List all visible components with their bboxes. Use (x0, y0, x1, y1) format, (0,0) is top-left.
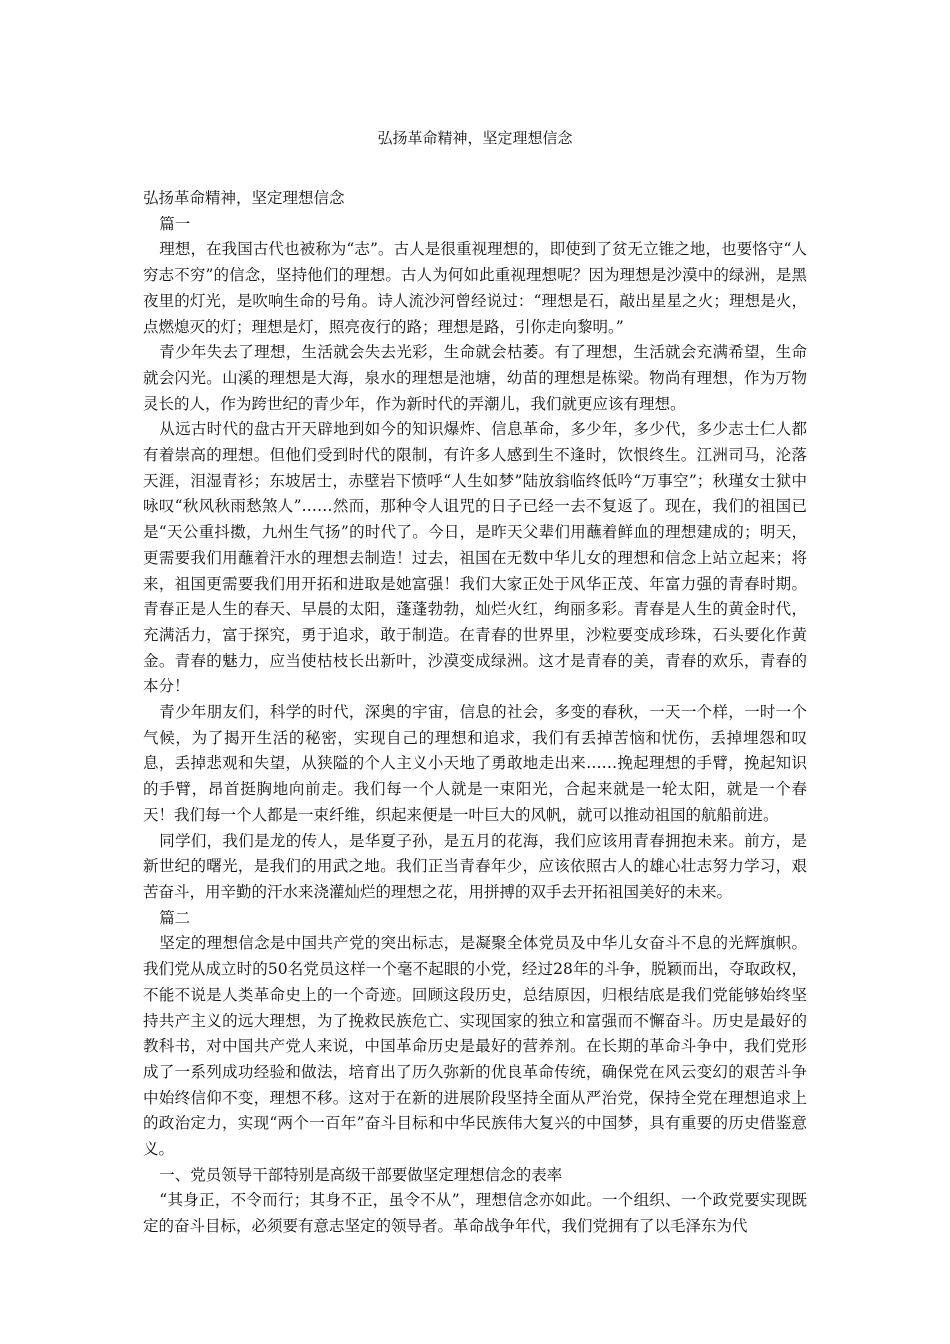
paragraph: 青少年朋友们，科学的时代，深奥的宇宙，信息的社会，多变的春秋，一天一个样，一时一个气候，为了揭开生活的秘密，实现自己的理想和追求，我们有丢掉苦恼和忧伤，丢掉埋怨和叹息，丢掉悲观和失望，从狭隘的个人主义小天地了勇敢地走出来……挽起理想的手臂，挽起知识的手臂，昂首挺胸地向前走。我们每一个人就是一束阳光，合起来就是一轮太阳，就是一个春天！我们每一个人都是一束纤维，织起来便是一叶巨大的风帆，就可以推动祖国的航船前进。 (143, 703, 807, 824)
paragraph: 理想，在我国古代也被称为“志”。古人是很重视理想的，即使到了贫无立锥之地，也要恪守“人穷志不穷”的信念，坚持他们的理想。古人为何如此重视理想呢？因为理想是沙漠中的绿洲，是黑夜里的灯光，是吹响生命的号角。诗人流沙河曾经说过：“理想是石，敲出星星之火；理想是火，点燃熄灭的灯；理想是灯，照亮夜行的路；理想是路，引你走向黎明。” (143, 240, 807, 336)
paragraph: 青少年失去了理想，生活就会失去光彩，生命就会枯萎。有了理想，生活就会充满希望，生命就会闪光。山溪的理想是大海，泉水的理想是池塘，幼苗的理想是栋梁。物尚有理想，作为万物灵长的人，作为跨世纪的青少年，作为新时代的弄潮儿，我们就更应该有理想。 (143, 343, 807, 413)
paragraph: “其身正，不令而行；其身不正，虽令不从”，理想信念亦如此。一个组织、一个政党要实现既定的奋斗目标，必须要有意志坚定的领导者。革命战争年代，我们党拥有了以毛泽东为代 (143, 1191, 807, 1236)
paragraph: 篇一 (159, 214, 191, 233)
paragraph: 一、党员领导干部特别是高级干部要做坚定理想信念的表率 (159, 1165, 563, 1184)
paragraph: 坚定的理想信念是中国共产党的突出标志，是凝聚全体党员及中华儿女奋斗不息的光辉旗帜。我们党从成立时的50名党员这样一个毫不起眼的小党，经过28年的斗争，脱颖而出，夺取政权，不能不说是人类革命史上的一个奇迹。回顾这段历史，总结原因，归根结底是我们党能够始终坚持共产主义的远大理想，为了挽救民族危亡、实现国家的独立和富强而不懈奋斗。历史是最好的教科书，对中国共产党人来说，中国革命历史是最好的营养剂。在长期的革命斗争中，我们党形成了一系列成功经验和做法，培育出了历久弥新的优良革命传统，确保党在风云变幻的艰苦斗争中始终信仰不变，理想不移。这对于在新的进展阶段坚持全面从严治党，保持全党在理想追求上的政治定力，实现“两个一百年”奋斗目标和中华民族伟大复兴的中国梦，具有重要的历史借鉴意义。 (143, 934, 807, 1159)
document-body (143, 186, 807, 1240)
document-title: 弘扬革命精神，坚定理想信念 (377, 129, 573, 147)
paragraph: 同学们，我们是龙的传人，是华夏子孙，是五月的花海，我们应该用青春拥抱未来。前方，是新世纪的曙光，是我们的用武之地。我们正当青春年少，应该依照古人的雄心壮志努力学习，艰苦奋斗，用辛勤的汗水来浇灌灿烂的理想之花，用拼搏的双手去开拓祖国美好的未来。 (143, 831, 807, 901)
paragraph: 篇二 (159, 908, 191, 927)
paragraph: 从远古时代的盘古开天辟地到如今的知识爆炸、信息革命，多少年，多少代，多少志士仁人都有着崇高的理想。但他们受到时代的限制，有许多人感到生不逢时，饮恨终生。江洲司马，沦落天涯，泪湿青衫；东坡居士，赤壁岩下愤呼“人生如梦”陆放翁临终低吟“万事空”；秋瑾女士狱中咏叹“秋风秋雨愁煞人”……然而，那种令人诅咒的日子已经一去不复返了。现在，我们的祖国已是“天公重抖擞，九州生气扬”的时代了。今日，是昨天父辈们用蘸着鲜血的理想建成的；明天，更需要我们用蘸着汗水的理想去制造！过去，祖国在无数中华儿女的理想和信念上站立起来；将来，祖国更需要我们用开拓和进取是她富强！我们大家正处于风华正茂、年富力强的青春时期。青春正是人生的春天、早晨的太阳，蓬蓬勃勃，灿烂火红，绚丽多彩。青春是人生的黄金时代，充满活力，富于探究，勇于追求，敢于制造。在青春的世界里，沙粒要变成珍珠，石头要化作黄金。青春的魅力，应当使枯枝长出新叶，沙漠变成绿洲。这才是青春的美，青春的欢乐，青春的本分！ (143, 420, 807, 696)
paragraph: 弘扬革命精神，坚定理想信念 (143, 189, 345, 207)
